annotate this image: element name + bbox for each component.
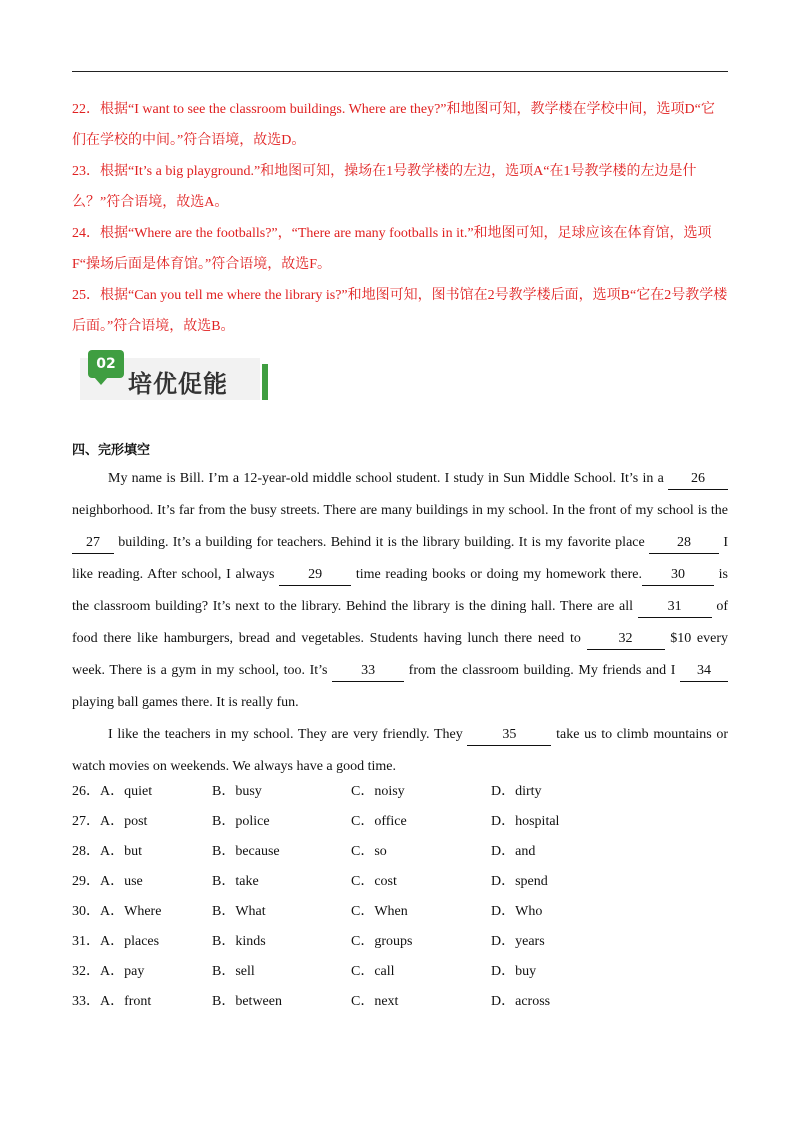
option-a-text: A．but — [100, 844, 142, 859]
question-row — [72, 810, 728, 840]
question-row — [72, 870, 728, 900]
question-number: 29． — [72, 874, 100, 889]
question-row — [72, 780, 728, 810]
answer-24: 24．根据“Where are the footballs?”，“There are many footballs in it.”和地图可知，足球应该在体育馆，选项F“操场后面是体育馆。”符合语境，故选F。 — [72, 226, 712, 272]
passage-text: building. It’s a building for teachers. Behind it is the library building. It is my favorite place — [114, 535, 650, 550]
question-number: 26． — [72, 784, 100, 799]
passage-text: from the classroom building. My friends and I — [404, 663, 681, 678]
badge-accent-bar — [262, 364, 268, 400]
option-d: D．dirty — [491, 784, 542, 799]
option-c: C．next — [351, 994, 399, 1009]
option-b: B．take — [212, 874, 259, 889]
option-d: D．and — [491, 844, 536, 859]
passage-text: take us to climb mountains or watch movies on weekends. We always have a good time. — [72, 727, 728, 774]
blank-26: 26 — [668, 469, 728, 490]
option-a-text: A．pay — [100, 964, 145, 979]
option-d: D．buy — [491, 964, 537, 979]
option-b: B．because — [212, 844, 280, 859]
blank-31: 31 — [638, 597, 712, 618]
option-a — [72, 870, 143, 894]
option-b: B．busy — [212, 784, 262, 799]
badge-number: 02 — [88, 350, 124, 378]
option-d: D．spend — [491, 874, 548, 889]
option-a — [72, 960, 144, 984]
blank-33: 33 — [332, 661, 404, 682]
option-c: C．so — [351, 844, 387, 859]
option-a-text: A．quiet — [100, 784, 153, 799]
option-b: B．kinds — [212, 934, 266, 949]
question-number: 31． — [72, 934, 100, 949]
cloze-passage — [72, 463, 728, 783]
passage-text: $10 every week. There is a gym in my school, too. It’s — [72, 631, 728, 678]
question-number: 28． — [72, 844, 100, 859]
option-c: C．noisy — [351, 784, 405, 799]
option-d: D．across — [491, 994, 551, 1009]
option-a — [72, 810, 147, 834]
passage-text: neighborhood. It’s far from the busy streets. There are many buildings in my school. In the front of my school is the — [72, 503, 728, 518]
passage-paragraph-2 — [72, 719, 728, 783]
option-a-text: A．use — [100, 874, 143, 889]
blank-32: 32 — [587, 629, 665, 650]
question-number: 32． — [72, 964, 100, 979]
question-number: 27． — [72, 814, 100, 829]
badge-title: 培优促能 — [128, 370, 228, 398]
option-a-text: A．places — [100, 934, 160, 949]
question-row — [72, 930, 728, 960]
answer-options — [72, 780, 728, 1020]
option-a-text: A．Where — [100, 904, 162, 919]
question-row — [72, 900, 728, 930]
answer-23: 23．根据“It’s a big playground.”和地图可知，操场在1号教学楼的左边，选项A“在1号教学楼的左边是什么？”符合语境，故选A。 — [72, 164, 697, 210]
option-b: B．What — [212, 904, 266, 919]
option-d: D．years — [491, 934, 545, 949]
question-row — [72, 960, 728, 990]
blank-35: 35 — [467, 725, 551, 746]
section-heading: 四、完形填空 — [72, 443, 151, 458]
question-number: 30． — [72, 904, 100, 919]
option-a-text: A．front — [100, 994, 152, 1009]
option-c: C．cost — [351, 874, 397, 889]
option-c: C．office — [351, 814, 407, 829]
option-a — [72, 930, 159, 954]
passage-text: time reading books or doing my homework there. — [351, 567, 642, 582]
question-number: 33． — [72, 994, 100, 1009]
passage-text: My name is Bill. I’m a 12-year-old middle school student. I study in Sun Middle School. It’s in a — [108, 471, 668, 486]
passage-text: of food there like hamburgers, bread and vegetables. Students having lunch there need to — [72, 599, 728, 646]
question-row — [72, 990, 728, 1020]
option-a-text: A．post — [100, 814, 148, 829]
passage-text: I like the teachers in my school. They are very friendly. They — [108, 727, 468, 742]
option-c: C．When — [351, 904, 408, 919]
option-c: C．call — [351, 964, 395, 979]
option-c: C．groups — [351, 934, 413, 949]
option-b: B．sell — [212, 964, 255, 979]
blank-28: 28 — [649, 533, 719, 554]
blank-27: 27 — [72, 533, 114, 554]
option-d: D．Who — [491, 904, 543, 919]
answer-22: 22．根据“I want to see the classroom buildings. Where are they?”和地图可知，教学楼在学校中间，选项D“它们在学校的中间。”符合语境，故选D。 — [72, 102, 715, 148]
question-row — [72, 840, 728, 870]
option-a — [72, 840, 142, 864]
blank-34: 34 — [680, 661, 728, 682]
passage-text: is the classroom building? It’s next to the library. Behind the library is the dining hall. There are all — [72, 567, 729, 614]
passage-text: playing ball games there. It is really fun. — [72, 695, 299, 710]
blank-30: 30 — [642, 565, 714, 586]
answer-explanations — [72, 94, 728, 342]
option-d: D．hospital — [491, 814, 560, 829]
answer-25: 25．根据“Can you tell me where the library is?”和地图可知，图书馆在2号教学楼后面，选项B“它在2号教学楼后面。”符合语境，故选B。 — [72, 288, 728, 334]
option-a — [72, 900, 161, 924]
option-a — [72, 780, 152, 804]
passage-paragraph-1 — [72, 463, 728, 719]
option-b: B．police — [212, 814, 270, 829]
option-b: B．between — [212, 994, 282, 1009]
blank-29: 29 — [279, 565, 351, 586]
passage-text: I like reading. After school, I always — [72, 535, 728, 582]
option-a — [72, 990, 151, 1014]
header-rule — [72, 71, 728, 72]
section-badge — [80, 350, 270, 402]
